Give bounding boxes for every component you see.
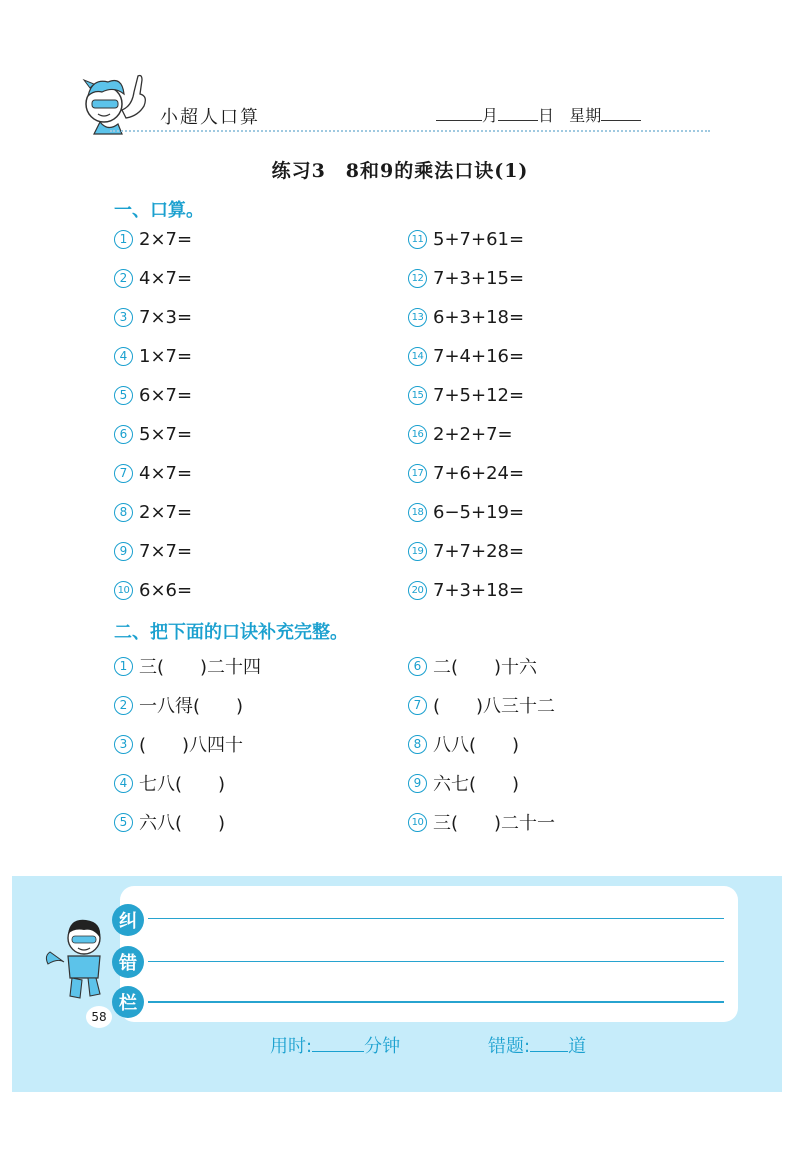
item-number: 8	[408, 735, 427, 754]
brand-name: 小超人口算	[160, 107, 260, 128]
exercise-item	[408, 576, 524, 604]
item-expression: 6−5+19=	[433, 501, 525, 523]
item-number: 7	[408, 696, 427, 715]
correction-char: 纠	[112, 904, 144, 936]
item-number: 17	[408, 464, 427, 483]
exercise-item	[114, 420, 192, 448]
exercise-item	[114, 342, 192, 370]
exercise-item	[114, 303, 192, 331]
item-expression: 2×7=	[139, 228, 193, 250]
time-label: 用时:	[270, 1036, 313, 1057]
exercise-item	[114, 264, 192, 292]
exercise-item	[408, 808, 555, 836]
item-number: 1	[114, 657, 133, 676]
item-number: 2	[114, 269, 133, 288]
weekday-blank	[601, 104, 641, 121]
exercise-item	[114, 225, 192, 253]
exercise-item	[114, 381, 192, 409]
item-number: 2	[114, 696, 133, 715]
item-number: 9	[114, 542, 133, 561]
date-fields	[436, 103, 641, 126]
exercise-item	[114, 808, 225, 836]
item-number: 15	[408, 386, 427, 405]
item-expression: 三( )二十四	[139, 657, 262, 678]
errors-label: 错题:	[488, 1036, 531, 1057]
item-number: 6	[114, 425, 133, 444]
item-expression: 4×7=	[139, 462, 193, 484]
correction-line	[148, 1001, 724, 1003]
exercise-item	[408, 498, 524, 526]
item-number: 10	[408, 813, 427, 832]
item-number: 20	[408, 581, 427, 600]
item-expression: 2×7=	[139, 501, 193, 523]
exercise-item	[408, 537, 524, 565]
item-number: 18	[408, 503, 427, 522]
item-expression: 7+5+12=	[433, 384, 525, 406]
item-expression: 6×7=	[139, 384, 193, 406]
item-number: 13	[408, 308, 427, 327]
item-expression: 二( )十六	[433, 657, 538, 678]
time-unit: 分钟	[364, 1036, 401, 1057]
item-number: 6	[408, 657, 427, 676]
page-title: 练习3 8和9的乘法口诀(1)	[271, 160, 529, 182]
exercise-item	[114, 537, 192, 565]
exercise-item	[114, 769, 225, 797]
day-blank	[498, 104, 538, 121]
mascot-logo-icon	[78, 70, 158, 136]
item-expression: 4×7=	[139, 267, 193, 289]
item-number: 5	[114, 386, 133, 405]
item-expression: 八八( )	[433, 735, 520, 756]
errors-blank[interactable]	[530, 1033, 568, 1052]
correction-line	[148, 918, 724, 919]
item-expression: 6+3+18=	[433, 306, 525, 328]
exercise-item	[114, 498, 192, 526]
errors-unit: 道	[568, 1036, 587, 1057]
header-divider	[110, 130, 710, 132]
item-expression: 三( )二十一	[433, 813, 556, 834]
item-number: 10	[114, 581, 133, 600]
exercise-item	[408, 730, 519, 758]
item-expression: 5×7=	[139, 423, 193, 445]
item-number: 5	[114, 813, 133, 832]
correction-line	[148, 961, 724, 962]
correction-char: 栏	[112, 986, 144, 1018]
exercise-item	[408, 691, 555, 719]
item-expression: 1×7=	[139, 345, 193, 367]
item-number: 9	[408, 774, 427, 793]
exercise-item	[114, 459, 192, 487]
superhero-mascot-icon	[44, 912, 114, 1004]
item-expression: 7+6+24=	[433, 462, 525, 484]
item-number: 12	[408, 269, 427, 288]
weekday-label: 星期	[569, 106, 602, 125]
exercise-item	[114, 576, 192, 604]
month-label: 月	[482, 106, 499, 125]
time-spent-field	[270, 1032, 400, 1058]
item-number: 4	[114, 347, 133, 366]
exercise-item	[408, 303, 524, 331]
item-number: 8	[114, 503, 133, 522]
error-count-field	[488, 1032, 586, 1058]
item-expression: 6×6=	[139, 579, 193, 601]
exercise-item	[408, 381, 524, 409]
exercise-item	[408, 652, 537, 680]
item-number: 16	[408, 425, 427, 444]
item-expression: 7+3+18=	[433, 579, 525, 601]
month-blank	[436, 104, 482, 121]
item-number: 3	[114, 308, 133, 327]
item-expression: 六八( )	[139, 813, 226, 834]
item-number: 1	[114, 230, 133, 249]
item-expression: 六七( )	[433, 774, 520, 795]
correction-char: 错	[112, 946, 144, 978]
exercise-item	[114, 652, 261, 680]
day-label: 日	[538, 106, 555, 125]
exercise-item	[408, 769, 519, 797]
item-expression: 2+2+7=	[433, 423, 513, 445]
item-expression: 7+4+16=	[433, 345, 525, 367]
page-number: 58	[86, 1006, 112, 1028]
item-expression: 一八得( )	[139, 696, 244, 717]
item-expression: 7+7+28=	[433, 540, 525, 562]
exercise-item	[408, 342, 524, 370]
item-number: 11	[408, 230, 427, 249]
item-expression: 七八( )	[139, 774, 226, 795]
item-number: 19	[408, 542, 427, 561]
item-number: 3	[114, 735, 133, 754]
exercise-item	[114, 691, 243, 719]
item-number: 14	[408, 347, 427, 366]
item-expression: 7+3+15=	[433, 267, 525, 289]
exercise-item	[408, 459, 524, 487]
item-expression: 5+7+61=	[433, 228, 525, 250]
item-number: 4	[114, 774, 133, 793]
time-blank[interactable]	[312, 1033, 364, 1052]
item-expression: ( )八四十	[139, 735, 244, 756]
exercise-item	[408, 264, 524, 292]
exercise-item	[114, 730, 243, 758]
exercise-item	[408, 420, 513, 448]
item-number: 7	[114, 464, 133, 483]
item-expression: ( )八三十二	[433, 696, 556, 717]
section-2-heading: 二、把下面的口诀补充完整。	[114, 622, 348, 643]
item-expression: 7×3=	[139, 306, 193, 328]
section-1-heading: 一、口算。	[114, 200, 204, 221]
exercise-item	[408, 225, 524, 253]
item-expression: 7×7=	[139, 540, 193, 562]
